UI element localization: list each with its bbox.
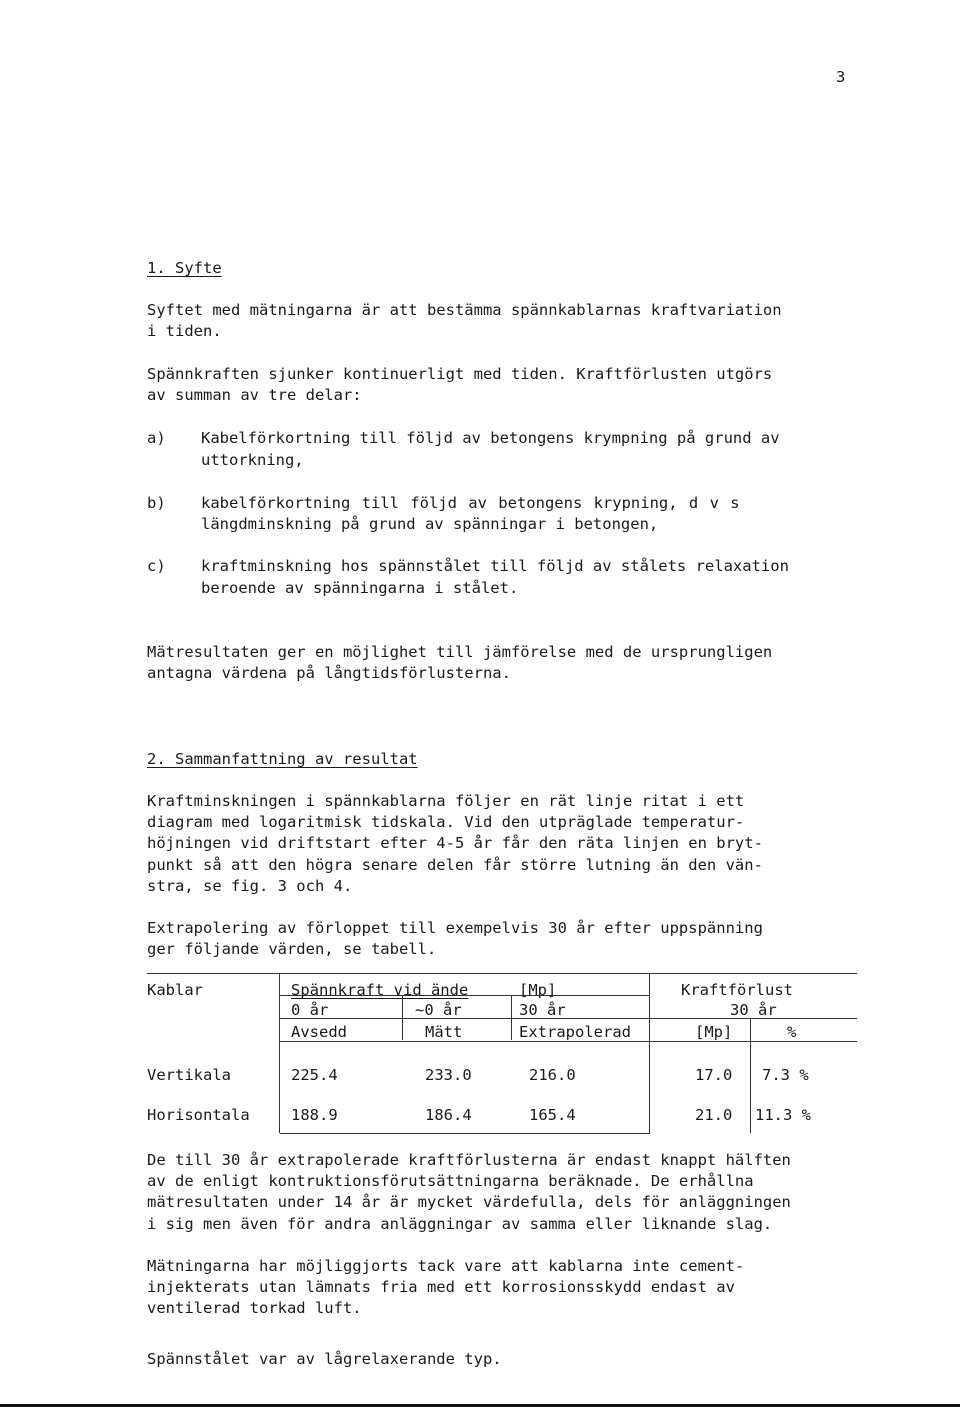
subheader-30ar: 30 år — [519, 1001, 566, 1019]
list-item-line: kraftminskning hos spännstålet till följd av stålets relaxation — [201, 557, 789, 575]
list-letter: b) — [147, 494, 166, 512]
paragraph-line: Syftet med mätningarna är att bestämma spännkablarnas kraftvariation — [147, 301, 782, 319]
paragraph-line: Kraftminskningen i spännkablarna följer en rät linje ritat i ett — [147, 792, 745, 810]
paragraph-line: Mätningarna har möjliggjorts tack vare att kablarna inte cement- — [147, 1257, 745, 1275]
paragraph-line: ger följande värden, se tabell. — [147, 940, 437, 958]
table-rule-top — [147, 973, 857, 974]
table-divider — [649, 973, 650, 1133]
table-cell: 17.0 — [695, 1066, 733, 1084]
list-letter: a) — [147, 429, 166, 447]
table-cell: 233.0 — [425, 1066, 472, 1084]
paragraph-line: diagram med logaritmisk tidskala. Vid den utpräglade temperatur- — [147, 813, 745, 831]
paragraph-line: Spännstålet var av lågrelaxerande typ. — [147, 1350, 502, 1368]
list-letter: c) — [147, 557, 166, 575]
paragraph-line: injekterats utan lämnats fria med ett korrosionsskydd endast av — [147, 1278, 735, 1296]
paragraph-line: stra, se fig. 3 och 4. — [147, 877, 353, 895]
paragraph-line: antagna värdena på långtidsförlusterna. — [147, 664, 511, 682]
paragraph-line: ventilerad torkad luft. — [147, 1299, 362, 1317]
paragraph-line: Mätresultaten ger en möjlighet till jämförelse med de ursprungligen — [147, 643, 773, 661]
table-rule-bottom — [280, 1133, 650, 1134]
paragraph-line: av de enligt kontruktionsförutsättningarna beräknade. De erhållna — [147, 1172, 754, 1190]
table-cell: 7.3 % — [762, 1066, 809, 1084]
table-cell: 216.0 — [529, 1066, 576, 1084]
subheader-unit-pct: % — [787, 1023, 797, 1041]
paragraph-line: höjningen vid driftstart efter 4-5 år får den räta linjen en bryt- — [147, 834, 763, 852]
subheader-avsedd: Avsedd — [291, 1023, 347, 1041]
paragraph-line: De till 30 år extrapolerade kraftförlusterna är endast knappt hälften — [147, 1151, 791, 1169]
list-item-line: uttorkning, — [201, 451, 304, 469]
table-cell: 188.9 — [291, 1106, 338, 1124]
header-kablar: Kablar — [147, 981, 203, 999]
header-spannkraft: Spännkraft vid ände — [291, 981, 469, 999]
table-divider — [279, 973, 280, 1133]
header-unit-mp: [Mp] — [519, 981, 557, 999]
row-label: Horisontala — [147, 1106, 250, 1124]
subheader-0ar: 0 år — [291, 1001, 329, 1019]
subheader-extrapolerad: Extrapolerad — [519, 1023, 631, 1041]
list-item-line: beroende av spänningarna i stålet. — [201, 579, 519, 597]
table-cell: 225.4 — [291, 1066, 338, 1084]
table-cell: 165.4 — [529, 1106, 576, 1124]
paragraph-line: punkt så att den högra senare delen får större lutning än den vän- — [147, 856, 763, 874]
page-number: 3 — [836, 68, 846, 86]
results-table — [147, 973, 857, 1133]
paragraph-line: i tiden. — [147, 322, 222, 340]
table-cell: 186.4 — [425, 1106, 472, 1124]
paragraph-line: Extrapolering av förloppet till exempelvis 30 år efter uppspänning — [147, 919, 763, 937]
table-cell: 21.0 — [695, 1106, 733, 1124]
paragraph-line: Spännkraften sjunker kontinuerligt med tiden. Kraftförlusten utgörs — [147, 365, 773, 383]
subheader-unit-mp: [Mp] — [695, 1023, 733, 1041]
header-kraftforlust: Kraftförlust — [681, 981, 793, 999]
list-item-line: längdminskning på grund av spänningar i betongen, — [201, 515, 659, 533]
table-divider — [750, 1018, 751, 1133]
subheader-matt: Mätt — [425, 1023, 463, 1041]
list-item-line: kabelförkortning till följd av betongens krypning, d v s — [201, 494, 740, 512]
paragraph-line: i sig men även för andra anläggningar av samma eller liknande slag. — [147, 1215, 773, 1233]
row-label: Vertikala — [147, 1066, 231, 1084]
table-cell: 11.3 % — [755, 1106, 811, 1124]
table-rule — [280, 1041, 857, 1042]
page-bottom-rule — [0, 1404, 960, 1407]
subheader-0ar-m: ~0 år — [415, 1001, 462, 1019]
paragraph-line: av summan av tre delar: — [147, 386, 362, 404]
section-heading-sammanfattning: 2. Sammanfattning av resultat — [147, 750, 418, 768]
subheader-30ar-kf: 30 år — [730, 1001, 777, 1019]
section-heading-syfte: 1. Syfte — [147, 259, 222, 277]
paragraph-line: mätresultaten under 14 år är mycket värdefulla, dels för anläggningen — [147, 1193, 791, 1211]
list-item-line: Kabelförkortning till följd av betongens krympning på grund av — [201, 429, 780, 447]
